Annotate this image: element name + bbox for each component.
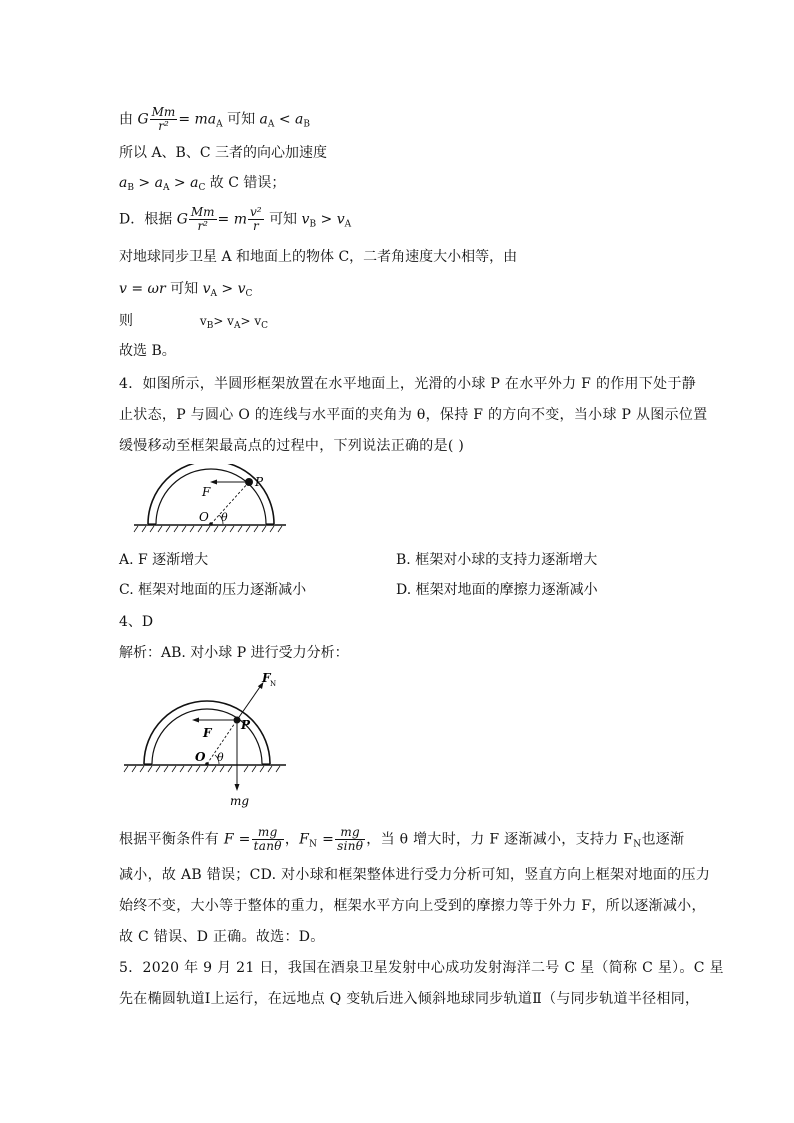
q4-explanation-line-2: 减小，故 AB 错误；CD. 对小球和框架整体进行受力分析可知，竖直方向上框架对地面的压力 <box>119 867 711 883</box>
fig2-label-theta: θ <box>217 751 224 764</box>
line-velocity-order: 则 $v_B> v_A> v_C$ <box>119 313 269 331</box>
figure-semicircle-frame <box>130 464 290 536</box>
line-acceleration-order: $a_B > a_A > a_C$ 故 C 错误； <box>119 175 286 193</box>
fig2-label-fn: F <box>262 671 271 685</box>
q4-option-a: A. F 逐渐增大 <box>119 552 209 568</box>
fig1-label-o: O <box>199 510 209 524</box>
line-gravity-acceleration: 由 G $\frac{Mm}{\text{r²}}$ = $ma_A$ 可知 $a_A < a_B$ <box>119 105 310 133</box>
fig2-label-fn-sub: N <box>270 680 277 688</box>
q4-explanation-line-4: 故 C 错误、D 正确。故选：D。 <box>119 929 325 945</box>
line-option-d-reasoning: D．根据 G $\frac{Mm}{\text{r²}}$ = m $\frac{\text{v²}}{r}$ 可知 $v_B > v_A$ <box>119 205 352 233</box>
line-centripetal-summary: 所以 A、B、C 三者的向心加速度 <box>119 145 328 161</box>
q4-option-d: D. 框架对地面的摩擦力逐渐减小 <box>396 582 598 598</box>
fig2-label-o: O <box>195 750 206 764</box>
q4-option-b: B. 框架对小球的支持力逐渐增大 <box>396 552 598 568</box>
fig2-label-f: F <box>203 726 212 740</box>
q4-option-c: C. 框架对地面的压力逐渐减小 <box>119 582 307 598</box>
q4-explanation-line-1: 根据平衡条件有 F = $\frac{mg}{\tan\theta}$ ，$F_N$ = $\frac{mg}{\sin\theta}$ ，当 θ 增大时，力 F 逐渐减小，支持力 $F_N$也逐渐 <box>119 825 685 853</box>
fig2-label-mg: mg <box>230 794 250 808</box>
fig1-label-theta: θ <box>221 511 228 524</box>
q5-line-1: 5．2020 年 9 月 21 日，我国在酒泉卫星发射中心成功发射海洋二号 C 星（简称 C 星）。C 星 <box>119 960 724 976</box>
fig2-label-p: P <box>241 718 251 732</box>
q4-stem-line-3: 缓慢移动至框架最高点的过程中，下列说法正确的是( ) <box>119 438 465 454</box>
fig1-label-f: F <box>202 485 211 499</box>
line-choose-b: 故选 B。 <box>119 343 176 359</box>
fig1-label-p: P <box>255 475 264 489</box>
figure-force-analysis <box>120 668 290 808</box>
q4-answer: 4、D <box>119 614 154 630</box>
q5-line-2: 先在椭圆轨道Ⅰ上运行，在远地点 Q 变轨后进入倾斜地球同步轨道Ⅱ（与同步轨道半径相同， <box>119 991 700 1007</box>
q4-explanation-line-3: 始终不变，大小等于整体的重力，框架水平方向上受到的摩擦力等于外力 F，所以逐渐减小， <box>119 898 706 914</box>
q4-stem-line-1: 4．如图所示，半圆形框架放置在水平地面上，光滑的小球 P 在水平外力 F 的作用下处于静 <box>119 376 697 392</box>
q4-analysis-title: 解析：AB. 对小球 P 进行受力分析： <box>119 645 349 661</box>
line-angular-velocity: 对地球同步卫星 A 和地面上的物体 C，二者角速度大小相等，由 <box>119 249 518 265</box>
line-v-omega-r: v = ωr 可知 $v_A > v_C$ <box>119 281 253 299</box>
q4-stem-line-2: 止状态，P 与圆心 O 的连线与水平面的夹角为 θ，保持 F 的方向不变，当小球 P 从图示位置 <box>119 407 708 423</box>
